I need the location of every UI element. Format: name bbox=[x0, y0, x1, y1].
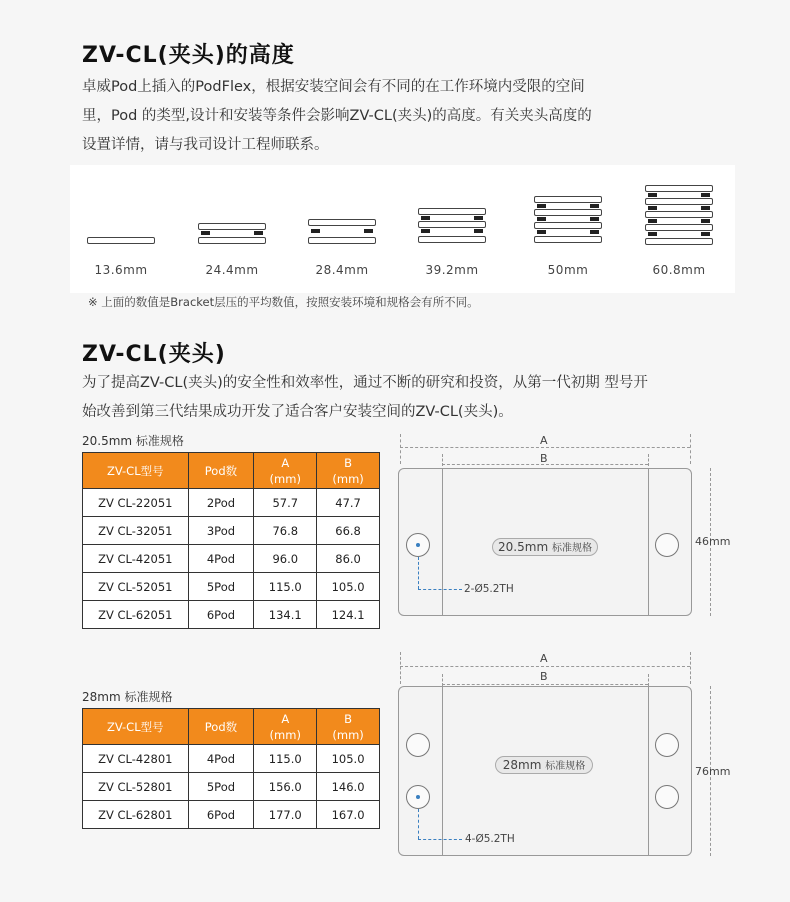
table-row: ZV CL-62051 6Pod 134.1 124.1 bbox=[83, 601, 380, 629]
mount-hole-bottom-left bbox=[406, 785, 430, 809]
table-row: ZV CL-42801 4Pod 115.0 105.0 bbox=[83, 745, 380, 773]
height-label-5: 50mm bbox=[547, 263, 589, 277]
height-label-2: 24.4mm bbox=[205, 263, 259, 277]
section2-line-1: 为了提高ZV-CL(夹头)的安全性和效率性，通过不断的研究和投资，从第一代初期 型号开 bbox=[82, 375, 648, 391]
section1-line-3: 设置详情，请与我司设计工程师联系。 bbox=[82, 137, 329, 153]
mount-hole-right bbox=[655, 533, 679, 557]
header-model: ZV-CL型号 bbox=[83, 709, 189, 745]
clip-illustration-5 bbox=[534, 196, 602, 248]
section1-line-2: 里，Pod 的类型,设计和安装等条件会影响ZV-CL(夹头)的高度。有关夹头高度的 bbox=[82, 108, 592, 124]
mount-hole-top-left bbox=[406, 733, 430, 757]
section2-paragraph bbox=[82, 369, 732, 427]
clip-illustration-4 bbox=[418, 208, 486, 248]
hole-spec-label: 4-Ø5.2TH bbox=[465, 833, 515, 845]
height-label-6: 60.8mm bbox=[652, 263, 706, 277]
table1-caption: 20.5mm 标准规格 bbox=[82, 434, 184, 448]
table-row: ZV CL-22051 2Pod 57.7 47.7 bbox=[83, 489, 380, 517]
height-label-3: 28.4mm bbox=[315, 263, 369, 277]
clip-illustration-1 bbox=[87, 235, 155, 247]
header-a: A (mm) bbox=[254, 709, 317, 745]
header-pod-count: Pod数 bbox=[188, 453, 254, 489]
header-model: ZV-CL型号 bbox=[83, 453, 189, 489]
clip-illustration-3 bbox=[308, 219, 376, 248]
header-pod-count: Pod数 bbox=[188, 709, 254, 745]
mount-hole-bottom-right bbox=[655, 785, 679, 809]
height-label-4: 39.2mm bbox=[425, 263, 479, 277]
section2-line-2: 始改善到第三代结果成功开发了适合客户安装空间的ZV-CL(夹头)。 bbox=[82, 404, 513, 420]
height-dimension: 46mm bbox=[695, 535, 731, 548]
section1-paragraph bbox=[82, 73, 722, 160]
table-row: ZV CL-62801 6Pod 177.0 167.0 bbox=[83, 801, 380, 829]
section2-title: ZV-CL(夹头) bbox=[82, 342, 226, 367]
header-a: A (mm) bbox=[254, 453, 317, 489]
spec-label-20-5mm: 20.5mm 标准规格 bbox=[492, 538, 598, 556]
height-note: ※ 上面的数值是Bracket层压的平均数值，按照安装环境和规格会有所不同。 bbox=[88, 295, 479, 309]
section1-line-1: 卓威Pod上插入的PodFlex，根据安装空间会有不同的在工作环境内受限的空间 bbox=[82, 79, 585, 95]
section1-title: ZV-CL(夹头)的高度 bbox=[82, 43, 295, 68]
table-row: ZV CL-52051 5Pod 115.0 105.0 bbox=[83, 573, 380, 601]
header-b: B (mm) bbox=[317, 453, 380, 489]
dim-b-label: B bbox=[540, 670, 548, 683]
height-illustration-strip bbox=[70, 165, 735, 293]
table-row: ZV CL-42051 4Pod 96.0 86.0 bbox=[83, 545, 380, 573]
dim-b-label: B bbox=[540, 452, 548, 465]
drawing-20-5mm bbox=[390, 430, 750, 625]
table-row: ZV CL-32051 3Pod 76.8 66.8 bbox=[83, 517, 380, 545]
height-dimension: 76mm bbox=[695, 765, 731, 778]
table-row: ZV CL-52801 5Pod 156.0 146.0 bbox=[83, 773, 380, 801]
spec-table-28mm bbox=[82, 708, 380, 829]
mount-hole-left bbox=[406, 533, 430, 557]
clip-illustration-6 bbox=[645, 185, 713, 248]
spec-table-20-5mm bbox=[82, 452, 380, 629]
hole-spec-label: 2-Ø5.2TH bbox=[464, 583, 514, 595]
dim-a-label: A bbox=[540, 652, 548, 665]
height-label-1: 13.6mm bbox=[94, 263, 148, 277]
clip-illustration-2 bbox=[198, 223, 266, 248]
mount-hole-top-right bbox=[655, 733, 679, 757]
header-b: B (mm) bbox=[317, 709, 380, 745]
table2-caption: 28mm 标准规格 bbox=[82, 690, 173, 704]
dim-a-label: A bbox=[540, 434, 548, 447]
spec-label-28mm: 28mm 标准规格 bbox=[495, 756, 593, 774]
drawing-28mm bbox=[390, 650, 750, 862]
